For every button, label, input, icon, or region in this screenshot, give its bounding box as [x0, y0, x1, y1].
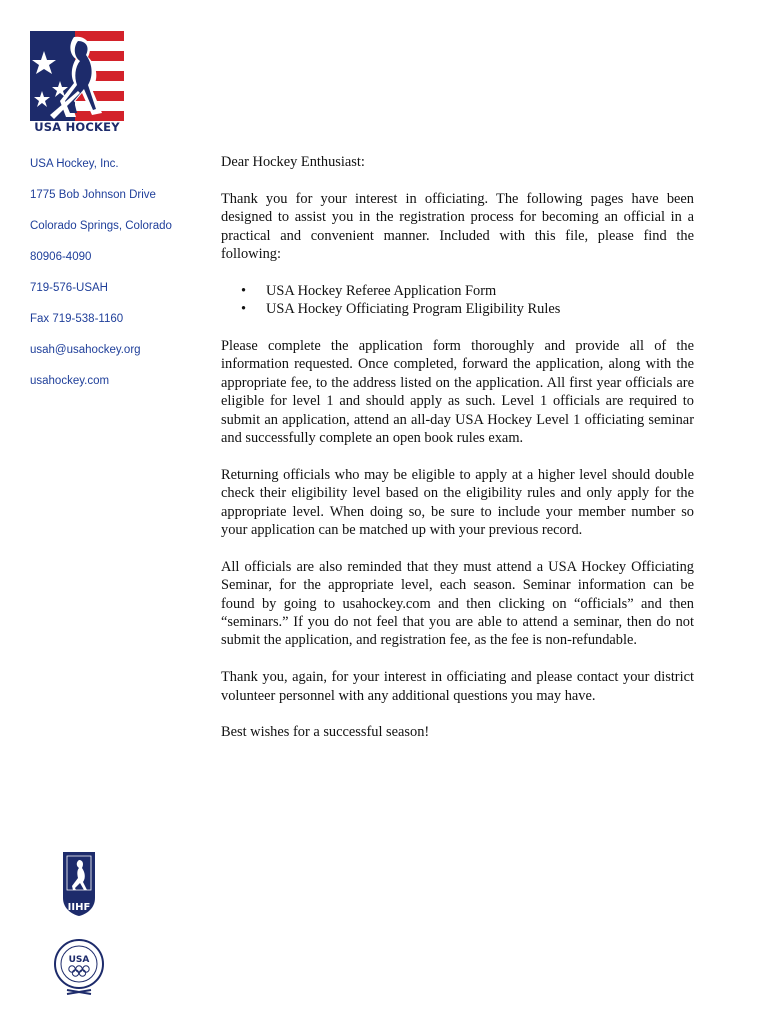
- olympic-rings-seal-icon: [53, 938, 105, 998]
- list-item: [221, 300, 694, 318]
- paragraph-thanks: Thank you, again, for your interest in officiating and please contact your district volunteer personnel with any additional questions you may have.: [221, 669, 694, 704]
- list-item-label: USA Hockey Referee Application Form: [266, 282, 497, 299]
- usoc-logo: [53, 938, 105, 998]
- list-item: [221, 282, 694, 300]
- fax-number: Fax 719-538-1160: [30, 313, 124, 325]
- iihf-badge-icon: [59, 850, 99, 918]
- usa-hockey-logo: [30, 31, 124, 135]
- list-item-label: USA Hockey Officiating Program Eligibility Rules: [266, 301, 561, 318]
- iihf-logo: [59, 850, 99, 918]
- paragraph-seminars: All officials are also reminded that they must attend a USA Hockey Officiating Seminar, for the appropriate level, each season. Seminar information can be found by going to usahockey.com and then clicking on “officials” and then “seminars.” If you do not feel that you are able to attend a seminar, then do not submit the application, and registration fee, as the fee is non-refundable.: [221, 558, 694, 649]
- phone-number: 719-576-USAH: [30, 282, 108, 294]
- letter-body: [221, 153, 694, 760]
- paragraph-instructions: Please complete the application form thoroughly and provide all of the information requested. Once completed, forward the application, along with the appropriate fee, to the address listed on the application. All first year officials are eligible for level 1 and should apply as such. Level 1 officials are required to submit an application, attend an all-day USA Hockey Level 1 officiating seminar and successfully complete an open book rules exam.: [221, 338, 694, 447]
- usoc-badge-label: USA: [68, 955, 90, 965]
- email-link[interactable]: usah@usahockey.org: [30, 344, 141, 356]
- paragraph-returning: Returning officials who may be eligible to apply at a higher level should double check their eligibility level based on the eligibility rules and only apply for the appropriate level. When doing so, be sure to include your member number so your application can be matched up with your previous record.: [221, 466, 694, 539]
- bullet-icon: •: [241, 282, 247, 299]
- city-state: Colorado Springs, Colorado: [30, 220, 172, 232]
- bullet-icon: •: [241, 301, 247, 318]
- website-link[interactable]: usahockey.com: [30, 375, 110, 387]
- greeting: Dear Hockey Enthusiast:: [221, 154, 365, 170]
- usa-hockey-flag-icon: [30, 31, 124, 121]
- document-list: [221, 282, 694, 319]
- zip-code: 80906-4090: [30, 251, 92, 263]
- closing: Best wishes for a successful season!: [221, 724, 430, 741]
- street-address: 1775 Bob Johnson Drive: [30, 189, 156, 201]
- iihf-badge-label: IIHF: [67, 902, 91, 913]
- contact-sidebar: [30, 157, 200, 405]
- paragraph-intro: Thank you for your interest in officiating. The following pages have been designed to assist you in the registration process for becoming an official in a practical and convenient manner. Included with this file, please find the following:: [221, 190, 694, 263]
- logo-wordmark: USA HOCKEY: [34, 120, 120, 134]
- org-name: USA Hockey, Inc.: [30, 158, 119, 170]
